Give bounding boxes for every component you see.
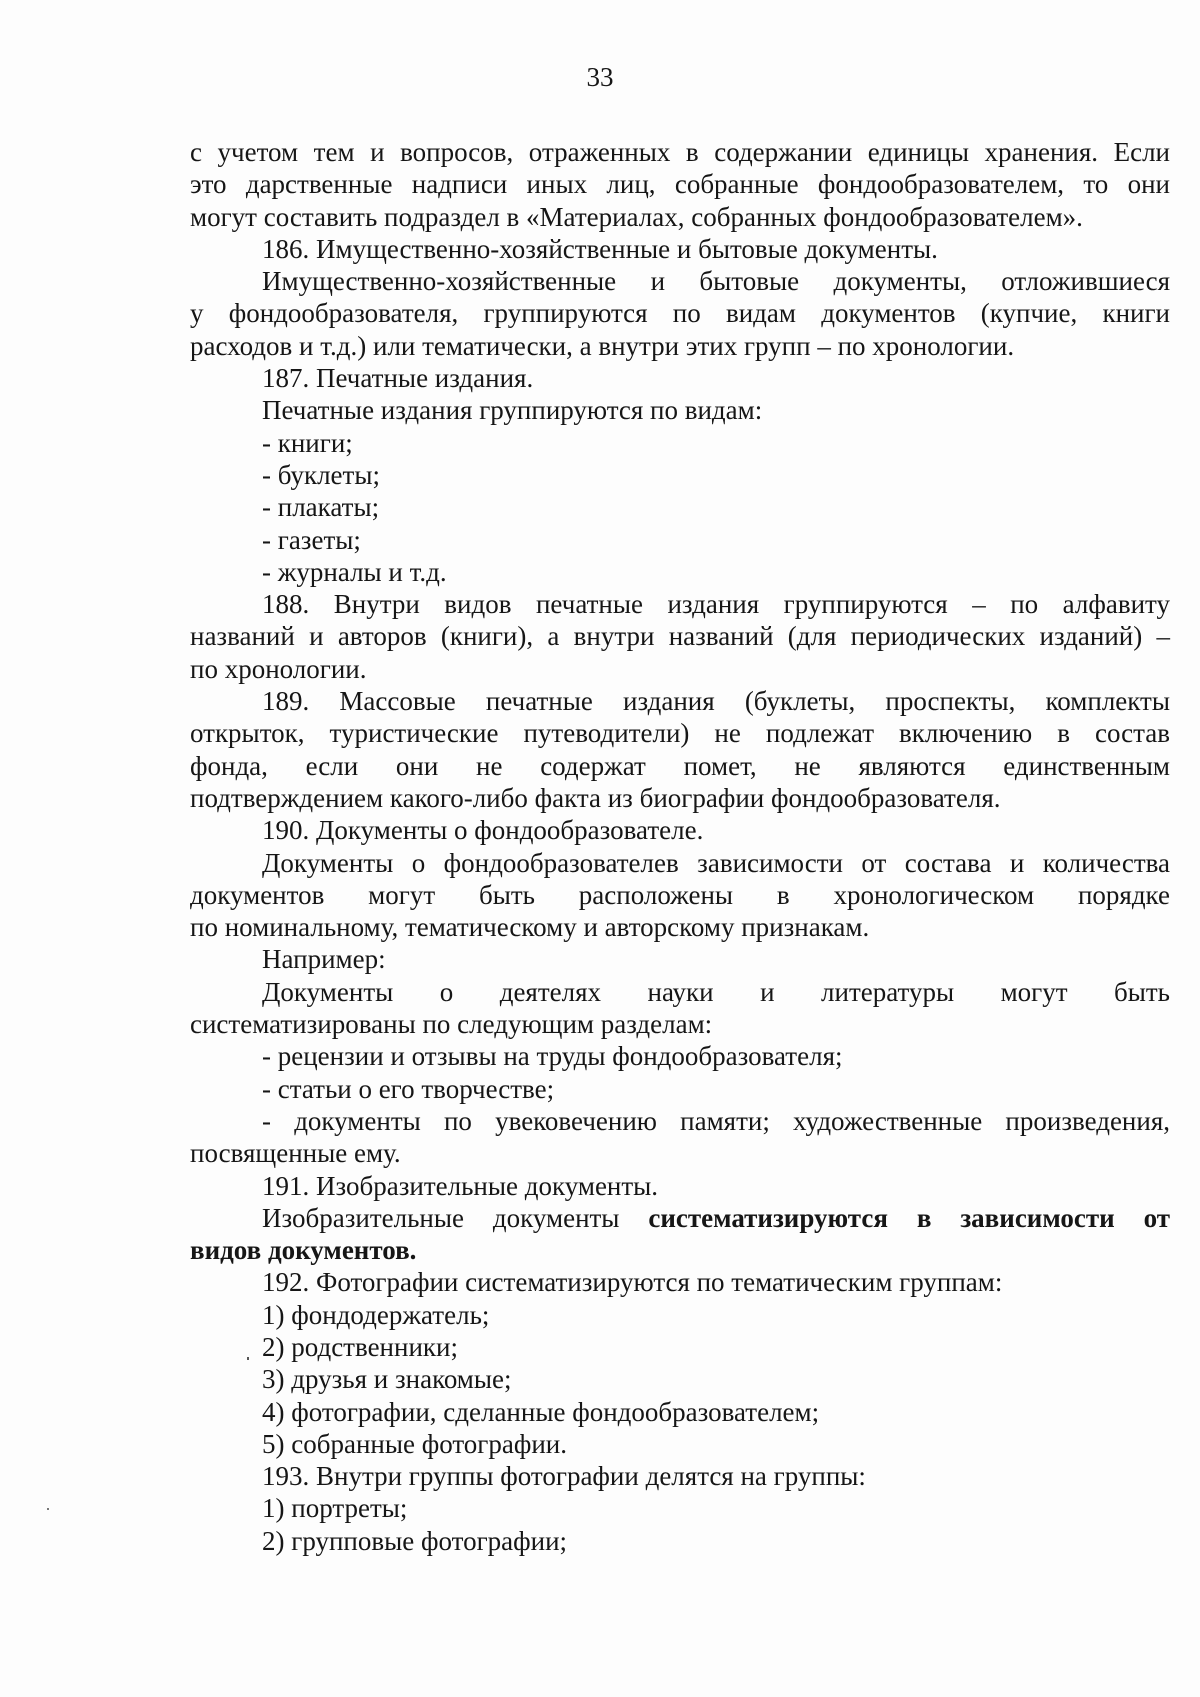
list-item: - плакаты; xyxy=(262,492,380,523)
section-heading-186: 186. Имущественно-хозяйственные и бытовые документы. xyxy=(262,233,938,264)
paragraph-line: названий и авторов (книги), а внутри названий (для периодических изданий) – xyxy=(190,621,1170,652)
paragraph-line: Документы о фондообразователев зависимости от состава и количества xyxy=(262,847,1170,878)
paragraph-line: документов могут быть расположены в хронологическом порядке xyxy=(190,879,1170,910)
scan-speck xyxy=(247,1357,249,1360)
paragraph-line: это дарственные надписи иных лиц, собранные фондообразователем, то они xyxy=(190,169,1170,200)
paragraph-text: Изобразительные документы xyxy=(262,1202,649,1233)
paragraph-line: открыток, туристические путеводители) не подлежат включению в состав xyxy=(190,718,1170,749)
paragraph-line: с учетом тем и вопросов, отраженных в содержании единицы хранения. Если xyxy=(190,137,1170,167)
section-heading-190: 190. Документы о фондообразователе. xyxy=(262,815,704,846)
paragraph-line: Например: xyxy=(262,944,386,975)
paragraph-line: посвященные ему. xyxy=(190,1138,401,1169)
list-item: - книги; xyxy=(262,427,353,458)
paragraph-line: Печатные издания группируются по видам: xyxy=(262,395,763,426)
paragraph-line: подтверждением какого-либо факта из биографии фондообразователя. xyxy=(190,782,1001,813)
page-number: 33 xyxy=(586,62,614,92)
list-item: 1) фондодержатель; xyxy=(262,1299,490,1330)
list-item: - газеты; xyxy=(262,524,361,555)
list-item: 1) портреты; xyxy=(262,1493,408,1524)
paragraph-line: 189. Массовые печатные издания (буклеты, проспекты, комплекты xyxy=(262,686,1170,717)
paragraph-line: Имущественно-хозяйственные и бытовые документы, отложившиеся xyxy=(262,266,1170,297)
bold-emphasis: видов документов. xyxy=(190,1235,417,1266)
paragraph-line: по номинальному, тематическому и авторскому признакам. xyxy=(190,912,870,943)
scan-speck xyxy=(47,1508,49,1510)
section-heading-187: 187. Печатные издания. xyxy=(262,363,534,394)
section-heading-192: 192. Фотографии систематизируются по тематическим группам: xyxy=(262,1267,1003,1298)
list-item: - буклеты; xyxy=(262,459,380,490)
list-item: - журналы и т.д. xyxy=(262,556,447,587)
list-item: 4) фотографии, сделанные фондообразователем; xyxy=(262,1396,820,1427)
paragraph-line: систематизированы по следующим разделам: xyxy=(190,1009,713,1040)
paragraph-line: фонда, если они не содержат помет, не являются единственным xyxy=(190,750,1170,781)
paragraph-line: 188. Внутри видов печатные издания группируются – по алфавиту xyxy=(262,589,1170,620)
list-item: - статьи о его творчестве; xyxy=(262,1073,555,1104)
paragraph-line: по хронологии. xyxy=(190,653,367,684)
document-body xyxy=(190,136,1170,1557)
paragraph-line: у фондообразователя, группируются по видам документов (купчие, книги xyxy=(190,298,1170,329)
list-item: 5) собранные фотографии. xyxy=(262,1428,568,1459)
paragraph-line: расходов и т.д.) или тематически, а внутри этих групп – по хронологии. xyxy=(190,330,1015,361)
list-item: - документы по увековечению памяти; художественные произведения, xyxy=(262,1105,1170,1136)
list-item: 2) групповые фотографии; xyxy=(262,1525,568,1556)
list-item: - рецензии и отзывы на труды фондообразователя; xyxy=(262,1041,843,1072)
section-heading-191: 191. Изобразительные документы. xyxy=(262,1170,659,1201)
paragraph-line: могут составить подраздел в «Материалах, собранных фондообразователем». xyxy=(190,201,1083,232)
list-item: 3) друзья и знакомые; xyxy=(262,1364,512,1395)
list-item: 2) родственники; xyxy=(262,1331,458,1362)
paragraph-line: Документы о деятелях науки и литературы могут быть xyxy=(262,976,1170,1007)
section-heading-193: 193. Внутри группы фотографии делятся на группы: xyxy=(262,1461,866,1492)
bold-emphasis: систематизируются в зависимости от xyxy=(648,1202,1170,1233)
paragraph-line xyxy=(190,1202,1170,1234)
